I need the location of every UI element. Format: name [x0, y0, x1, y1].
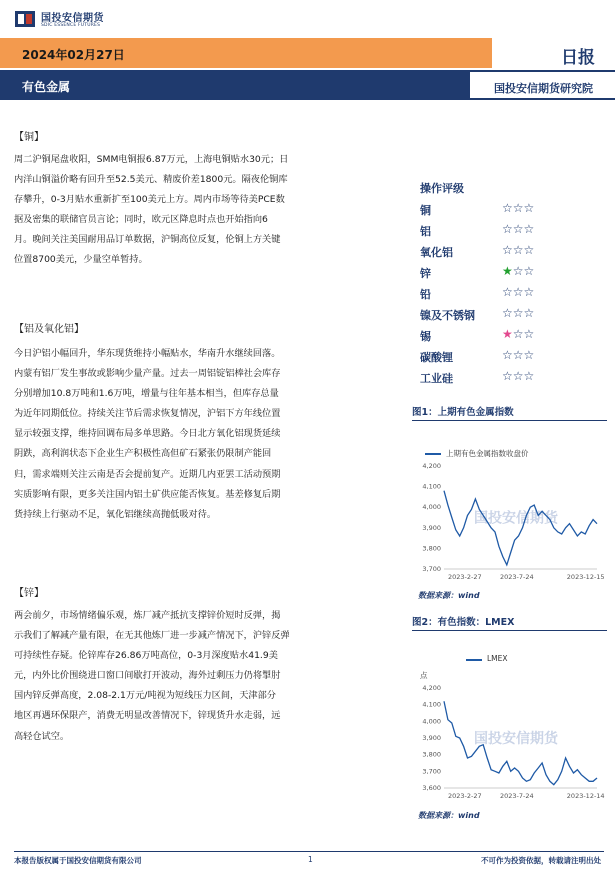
y-tick-label: 4,200 [422, 462, 441, 470]
rating-row [420, 265, 580, 285]
sector-title: 有色金属 [22, 80, 71, 94]
empty-star-icon: ☆ [523, 369, 535, 383]
filled-star-icon: ★ [502, 264, 513, 278]
y-tick-label: 4,000 [422, 717, 441, 726]
figure-1-source: 数据来源：wind [418, 591, 480, 600]
empty-star-icon: ☆ [512, 222, 524, 236]
empty-star-icon: ☆ [502, 306, 513, 320]
rating-row [420, 244, 580, 264]
section-body-zinc [14, 606, 394, 747]
section-title-aluminum: 【铝及氧化铝】 [14, 324, 84, 335]
rating-stars [502, 222, 534, 236]
rating-metal-name: 工业硅 [420, 372, 453, 385]
empty-star-icon: ☆ [502, 222, 513, 236]
empty-star-icon: ☆ [512, 306, 524, 320]
empty-star-icon: ☆ [523, 264, 535, 278]
watermark: 国投安信期货 [474, 731, 558, 747]
figure-1-legend: 上期有色金属指数收盘价 [446, 449, 529, 458]
rating-metal-name: 铝 [420, 225, 431, 238]
rating-row [420, 202, 580, 222]
figure-2-legend-swatch [466, 659, 482, 661]
text-line: 分别增加10.8万吨和1.6万吨，增量与往年基本相当，但库存总量 [14, 388, 279, 400]
empty-star-icon: ☆ [502, 201, 513, 215]
y-tick-label: 3,900 [422, 734, 441, 742]
x-tick-label: 2023-2-27 [448, 792, 482, 800]
text-line: 显示较强支撑，维持回调布局多单思路。今日北方氧化铝现货延续 [14, 428, 281, 440]
text-line: 今日沪铝小幅回升，华东现货维持小幅贴水，华南升水继续回落。 [14, 348, 281, 359]
text-line: 内蒙有铝厂发生事故或影响少量产量。过去一周铝锭铝棒社会库存 [14, 368, 281, 380]
y-tick-label: 4,100 [422, 700, 441, 709]
filled-star-icon: ★ [502, 327, 513, 341]
company-logo [14, 9, 154, 33]
rating-metal-name: 碳酸锂 [420, 351, 453, 364]
text-line: 实质影响有限，更多关注国内铝土矿供应能否恢复。基差修复后期 [14, 488, 281, 500]
section-body-copper [14, 150, 394, 271]
report-type-box [492, 38, 615, 68]
rating-stars [502, 369, 534, 383]
y-tick-label: 3,700 [422, 565, 441, 573]
text-line: 为近年同期低位。持续关注节后需求恢复情况，沪铝下方年线位置 [14, 408, 281, 420]
text-line: 两会前夕，市场情绪偏乐观，炼厂减产抵抗支撑锌价短时反弹，揭 [14, 610, 281, 621]
figure-2-rule [412, 630, 607, 631]
text-line: 元，内外比价围绕进口窗口间歇打开波动，海外过剩压力仍将掣肘 [14, 670, 281, 682]
rating-stars [502, 243, 534, 257]
empty-star-icon: ☆ [523, 306, 535, 320]
section-title-copper: 【铜】 [14, 132, 44, 143]
y-tick-label: 3,600 [422, 784, 441, 792]
institute-name: 国投安信期货研究院 [494, 82, 593, 95]
empty-star-icon: ☆ [523, 285, 535, 299]
text-line: 周二沪铜尾盘收阳，SMM电铜报6.87万元，上海电铜贴水30元；日 [14, 154, 289, 165]
empty-star-icon: ☆ [512, 369, 524, 383]
footer-rule [14, 851, 604, 852]
figure-2-chart [412, 682, 607, 804]
rating-title: 操作评级 [420, 182, 464, 195]
text-line: 据及密集的联储官员言论；同时，欧元区降息时点也开始指向6 [14, 214, 268, 226]
y-tick-label: 3,900 [422, 523, 441, 532]
logo-subtitle: SDIC ESSENCE FUTURES [41, 23, 101, 28]
rating-row [420, 328, 580, 348]
rating-metal-name: 锌 [420, 267, 431, 280]
logo-mark-icon [14, 9, 36, 29]
empty-star-icon: ☆ [502, 243, 513, 257]
empty-star-icon: ☆ [512, 348, 524, 362]
footer-disclaimer: 不可作为投资依据，转载请注明出处 [481, 856, 601, 865]
rating-metal-name: 氧化铝 [420, 246, 453, 259]
x-tick-label: 2023-12-14 [566, 792, 605, 800]
x-tick-label: 2023-7-24 [500, 792, 534, 800]
text-line: 归，需求端则关注云南是否会提前复产。近期几内亚罢工活动预期 [14, 468, 281, 480]
figure-2-unit: 点 [420, 671, 428, 680]
empty-star-icon: ☆ [523, 222, 535, 236]
x-tick-label: 2023-7-24 [500, 573, 534, 581]
rating-row [420, 307, 580, 327]
figure-1-chart [412, 460, 607, 585]
rating-metal-name: 锡 [420, 330, 431, 343]
empty-star-icon: ☆ [512, 264, 524, 278]
footer-copyright: 本报告版权属于国投安信期货有限公司 [14, 856, 142, 865]
empty-star-icon: ☆ [502, 285, 513, 299]
figure-1-legend-swatch [425, 453, 441, 455]
y-tick-label: 4,000 [422, 503, 441, 512]
empty-star-icon: ☆ [502, 348, 513, 362]
y-tick-label: 3,700 [422, 767, 441, 776]
x-tick-label: 2023-2-27 [448, 573, 482, 581]
empty-star-icon: ☆ [512, 327, 524, 341]
rating-row [420, 349, 580, 369]
empty-star-icon: ☆ [523, 327, 535, 341]
text-line: 月。晚间关注美国耐用品订单数据，沪铜高位反复，伦铜上方关键 [14, 234, 281, 246]
figure-1-title: 图1：上期有色金属指数 [412, 407, 514, 418]
rating-metal-name: 镍及不锈钢 [420, 309, 475, 322]
empty-star-icon: ☆ [523, 243, 535, 257]
empty-star-icon: ☆ [502, 369, 513, 383]
x-tick-label: 2023-12-15 [566, 573, 605, 581]
rating-stars [502, 327, 534, 341]
empty-star-icon: ☆ [512, 285, 524, 299]
logo-name: 国投安信期货 [41, 13, 104, 24]
rating-stars [502, 285, 534, 299]
text-line: 示我们了解减产量有限，在无其他炼厂进一步减产情况下，沪锌反弹 [14, 630, 290, 642]
report-type: 日报 [561, 48, 595, 68]
text-line: 存攀升，0-3月贴水重新扩至100美元上方。周内市场等待美PCE数 [14, 194, 285, 206]
text-line: 高轻仓试空。 [14, 730, 70, 742]
empty-star-icon: ☆ [523, 348, 535, 362]
y-tick-label: 4,200 [422, 684, 441, 692]
section-body-aluminum [14, 344, 394, 525]
rating-stars [502, 306, 534, 320]
y-tick-label: 3,800 [422, 750, 441, 759]
rating-metal-name: 铅 [420, 288, 431, 301]
figure-2-title: 图2：有色指数：LMEX [412, 617, 515, 628]
text-line: 阴跌，高利润状态下企业生产积极性高但矿石紧张仍限制产能回 [14, 448, 272, 460]
rating-row [420, 223, 580, 243]
y-tick-label: 3,800 [422, 544, 441, 553]
figure-1-rule [412, 420, 607, 421]
text-line: 内洋山铜溢价略有回升至52.5美元、精废价差1800元。隔夜伦铜库 [14, 174, 288, 186]
rating-stars [502, 201, 534, 215]
series-line [444, 491, 597, 565]
rating-row [420, 286, 580, 306]
rating-metal-name: 铜 [420, 204, 431, 217]
y-tick-label: 4,100 [422, 482, 441, 491]
empty-star-icon: ☆ [523, 201, 535, 215]
text-line: 位置8700美元，少量空单暂持。 [14, 254, 148, 266]
figure-2-source: 数据来源：wind [418, 811, 480, 820]
rating-row [420, 370, 580, 390]
rating-stars [502, 264, 534, 278]
report-date: 2024年02月27日 [22, 48, 125, 62]
text-line: 货持续上行驱动不足，氧化铝继续高抛低吸对待。 [14, 508, 217, 520]
page-number: 1 [308, 855, 313, 864]
figure-2-legend: LMEX [487, 654, 508, 663]
text-line: 可持续性存疑。伦锌库存26.86万吨高位，0-3月深度贴水41.9美 [14, 650, 278, 662]
text-line: 国内锌反弹高度，2.08-2.1万元/吨视为短线压力区间，天津部分 [14, 690, 276, 702]
empty-star-icon: ☆ [512, 243, 524, 257]
section-title-zinc: 【锌】 [14, 588, 44, 599]
rating-stars [502, 348, 534, 362]
text-line: 地区再遇环保限产，消费无明显改善情况下，锌现货升水走弱，远 [14, 710, 281, 722]
empty-star-icon: ☆ [512, 201, 524, 215]
watermark: 国投安信期货 [474, 510, 558, 527]
